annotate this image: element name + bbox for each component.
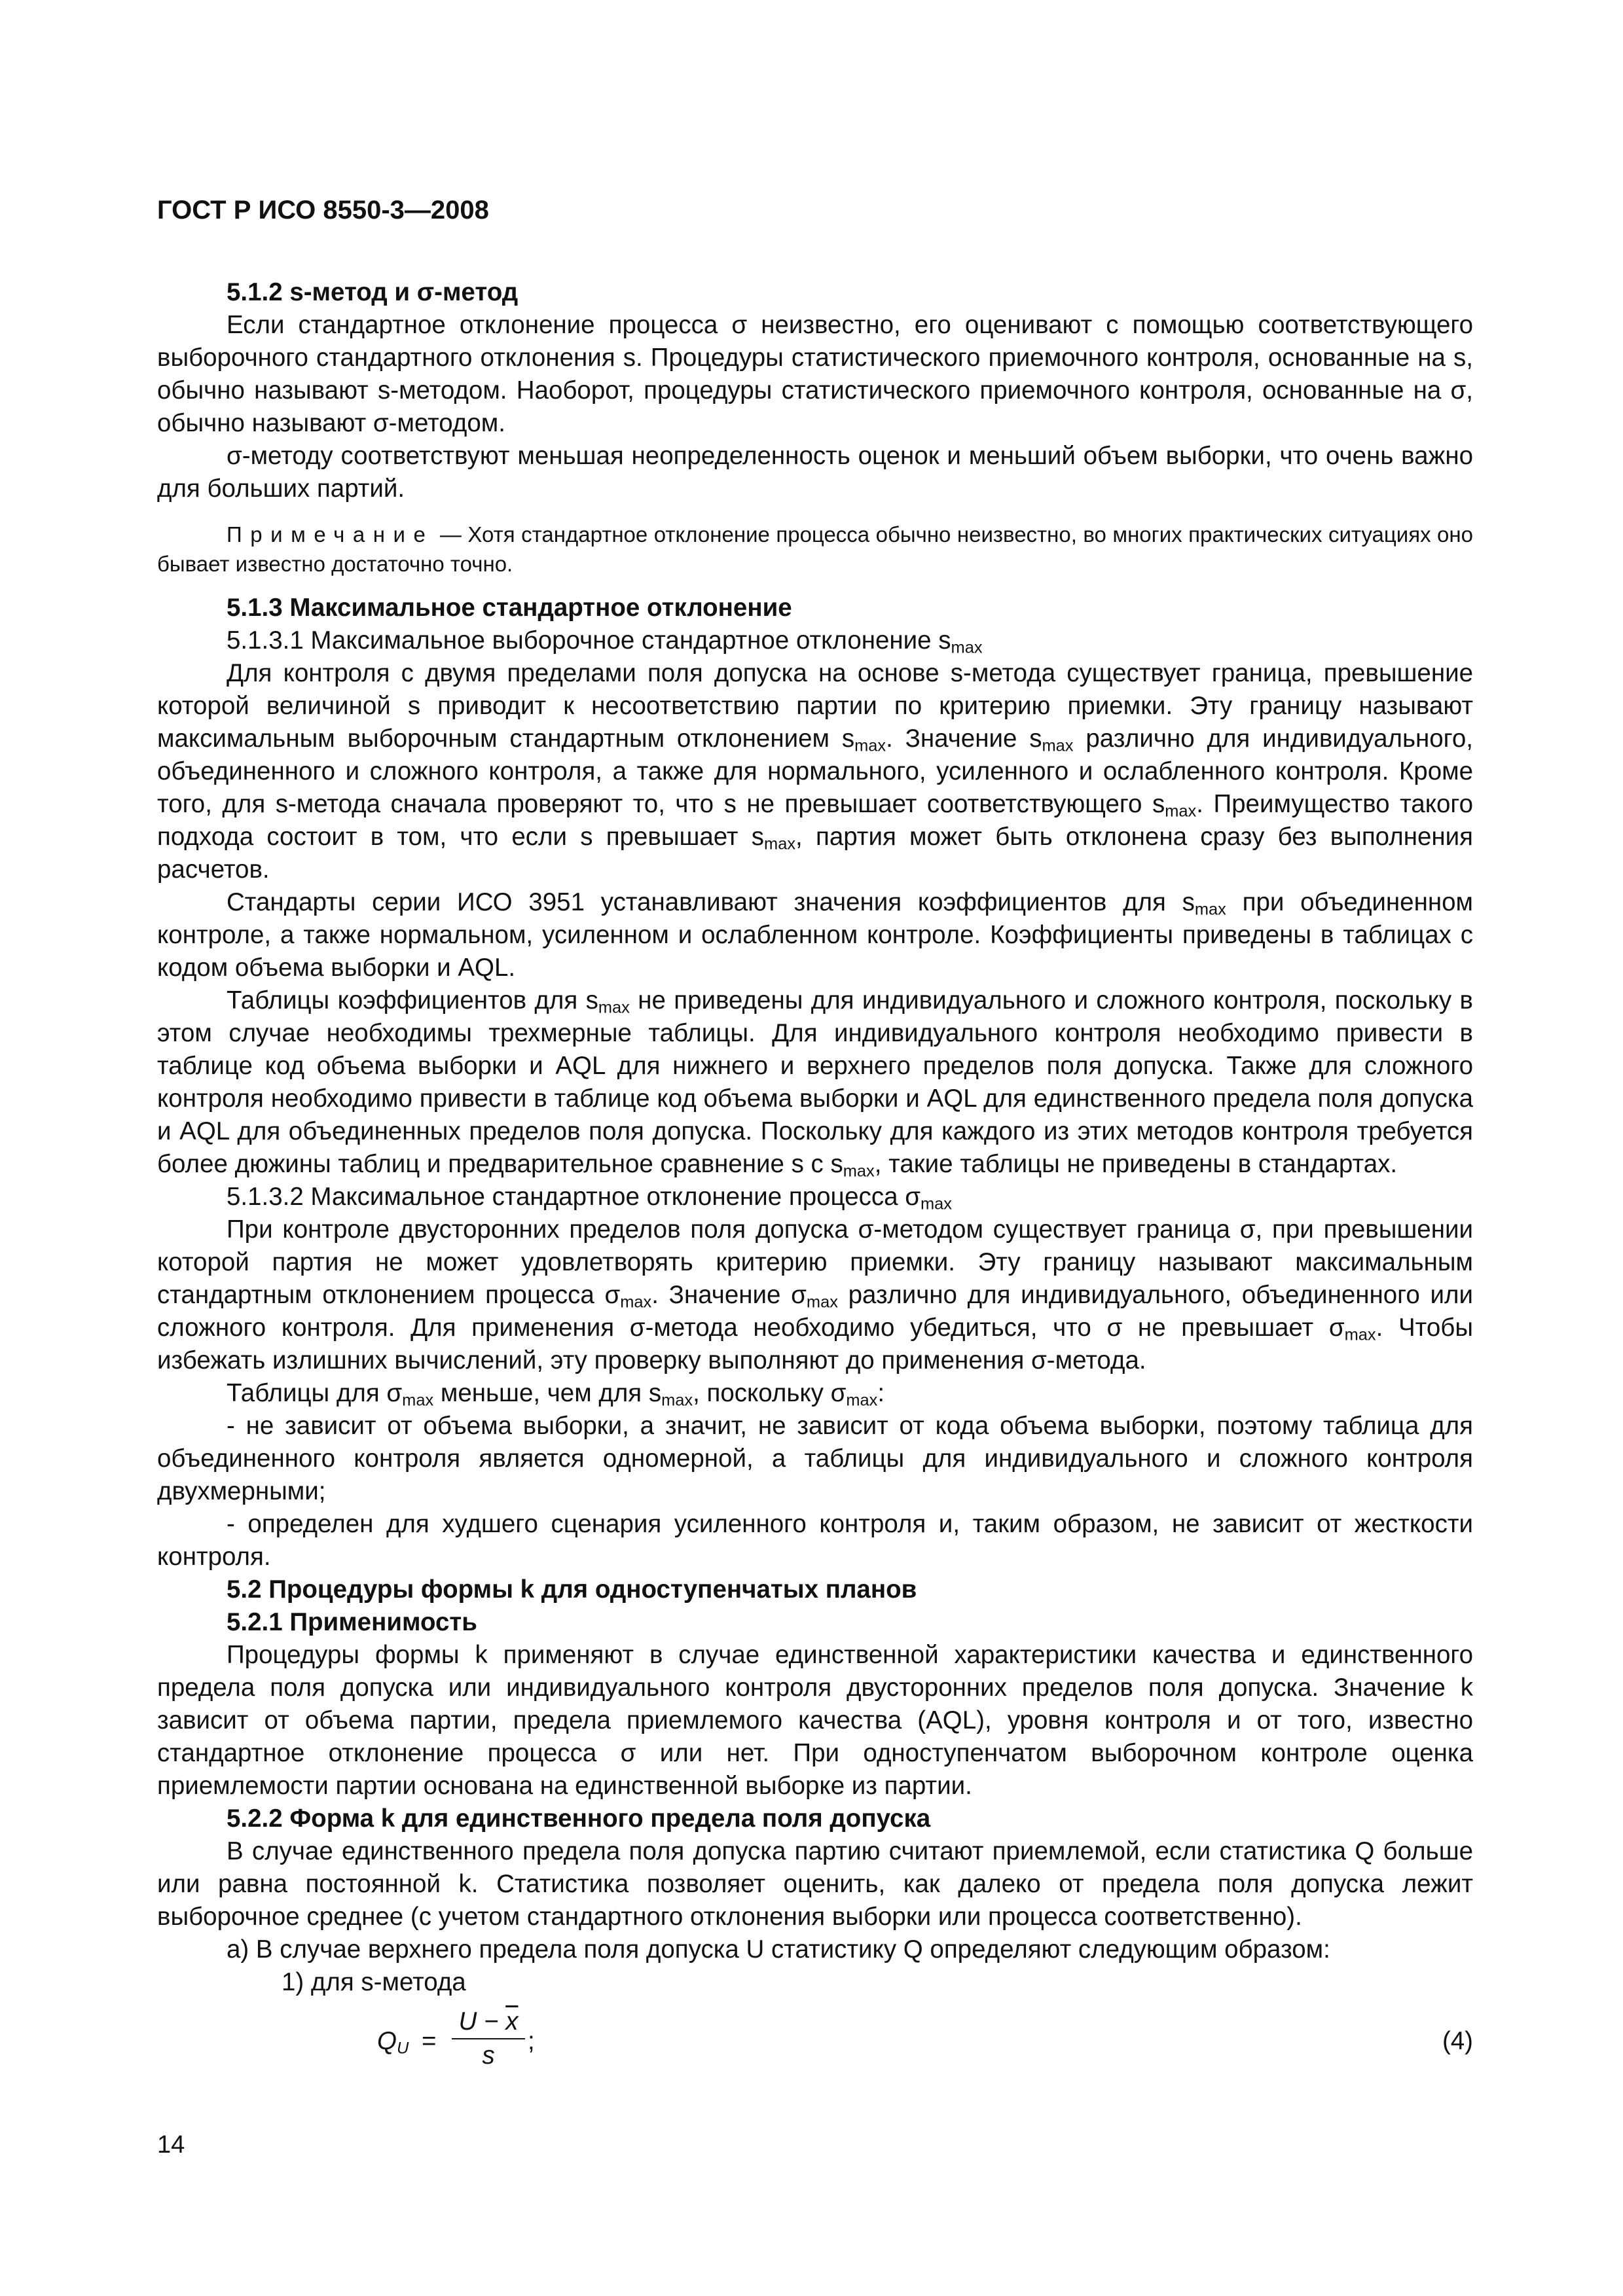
list-item-a: а) В случае верхнего предела поля допуска U статистику Q определяют следующим образом: xyxy=(227,1935,1330,1964)
formula-denominator: s xyxy=(482,2041,495,2070)
paragraph: Таблицы для $\sigma_{max}$ меньше, чем для $s_{max}$, поскольку $\sigma_{max}$: xyxy=(227,1379,885,1410)
paragraph: Стандарты серии ИСО 3951 устанавливают значения коэффициентов для $s_{max}$ при объединенном контроле, а также нормальном, усиленном и ослабленном контроле. Коэффициенты приведены в таблицах с кодом объема выборки и AQL. xyxy=(157,888,1473,982)
list-item: - определен для худшего сценария усиленного контроля и, таким образом, не зависит от жесткости контроля. xyxy=(157,1510,1473,1571)
note-text: — Хотя стандартное отклонение процесса обычно неизвестно, во многих практических ситуациях оно бывает известно достаточно точно. xyxy=(157,522,1473,576)
paragraph: Для контроля с двумя пределами поля допуска на основе s-метода существует граница, превышение которой величиной s приводит к несоответствию партии по критерию приемки. Эту границу называют максимальным выборочным стандартным отклонением $s_{max}$. Значение $s_{max}$ различно для индивидуального, объединенного и сложного контроля, а также для нормального, усиленного и ослабленного контроля. Кроме того, для s-метода сначала проверяют то, что s не превышает соответствующего $s_{max}$. Преимущество такого подхода состоит в том, что если s превышает $s_{max}$, партия может быть отклонена сразу без выполнения расчетов. xyxy=(157,659,1473,884)
paragraph: Если стандартное отклонение процесса σ неизвестно, его оценивают с помощью соответствующего выборочного стандартного отклонения s. Процедуры статистического приемочного контроля, основанные на s, обычно называют s-методом. Наоборот, процедуры статистического приемочного контроля, основанные на σ, обычно называют σ-методом. xyxy=(157,311,1473,437)
heading-5-1-3: 5.1.3 Максимальное стандартное отклонение xyxy=(227,594,792,622)
formula-numerator: $U - \overline{x}$ xyxy=(452,2005,525,2039)
formula-4 xyxy=(157,2005,1473,2081)
subheading-5-1-3-2: 5.1.3.2 Максимальное стандартное отклонение процесса $\sigma_{max}$ xyxy=(227,1183,952,1213)
list-item-1: 1) для s-метода xyxy=(282,1968,466,1996)
formula-lhs: $Q_U$ xyxy=(377,2027,409,2058)
heading-5-2-2: 5.2.2 Форма k для единственного предела поля допуска xyxy=(227,1804,931,1833)
note-label: Примечание xyxy=(227,522,434,547)
paragraph: Таблицы коэффициентов для $s_{max}$ не приведены для индивидуального и сложного контроля, поскольку в этом случае необходимы трехмерные таблицы. Для индивидуального контроля необходимо привести в таблице код объема выборки и AQL для нижнего и верхнего пределов поля допуска. Также для сложного контроля необходимо привести в таблице код объема выборки и AQL для единственного предела поля допуска и AQL для объединенных пределов поля допуска. Поскольку для каждого из этих методов контроля требуется более дюжины таблиц и предварительное сравнение s с $s_{max}$, такие таблицы не приведены в стандартах. xyxy=(157,986,1473,1181)
page-number: 14 xyxy=(157,2131,185,2159)
formula-number: (4) xyxy=(1442,2027,1473,2055)
paragraph: σ-методу соответствуют меньшая неопределенность оценок и меньший объем выборки, что очень важно для больших партий. xyxy=(157,442,1473,503)
heading-5-1-2: 5.1.2 s-метод и σ-метод xyxy=(227,278,519,306)
paragraph: В случае единственного предела поля допуска партию считают приемлемой, если статистика Q больше или равна постоянной k. Статистика позволяет оценить, как далеко от предела поля допуска лежит выборочное среднее (с учетом стандартного отклонения выборки или процесса соответственно). xyxy=(157,1837,1473,1931)
heading-5-2: 5.2 Процедуры формы k для одноступенчатых планов xyxy=(227,1575,917,1604)
formula-semicolon: ; xyxy=(528,2027,535,2055)
paragraph: Процедуры формы k применяют в случае единственной характеристики качества и единственного предела поля допуска или индивидуального контроля двусторонних пределов поля допуска. Значение k зависит от объема партии, предела приемлемого качества (AQL), уровня контроля и от того, известно стандартное отклонение процесса σ или нет. При одноступенчатом выборочном контроле оценка приемлемости партии основана на единственной выборке из партии. xyxy=(157,1641,1473,1800)
subheading-5-1-3-1: 5.1.3.1 Максимальное выборочное стандартное отклонение $s_{max}$ xyxy=(227,626,983,657)
list-item: - не зависит от объема выборки, а значит, не зависит от кода объема выборки, поэтому таблица для объединенного контроля является одномерной, а таблицы для индивидуального и сложного контроля двухмерными; xyxy=(157,1412,1473,1505)
paragraph: При контроле двусторонних пределов поля допуска σ-методом существует граница σ, при превышении которой партия не может удовлетворять критерию приемки. Эту границу называют максимальным стандартным отклонением процесса $\sigma_{max}$. Значение $\sigma_{max}$ различно для индивидуального, объединенного или сложного контроля. Для применения σ-метода необходимо убедиться, что σ не превышает $\sigma_{max}$. Чтобы избежать излишних вычислений, эту проверку выполняют до применения σ-метода. xyxy=(157,1215,1473,1374)
page-content xyxy=(157,194,1473,2081)
formula-equals: = xyxy=(422,2027,437,2055)
formula-fraction xyxy=(452,2005,525,2072)
note xyxy=(157,520,1473,579)
document-header: ГОСТ Р ИСО 8550-3—2008 xyxy=(157,196,489,224)
heading-5-2-1: 5.2.1 Применимость xyxy=(227,1608,477,1636)
